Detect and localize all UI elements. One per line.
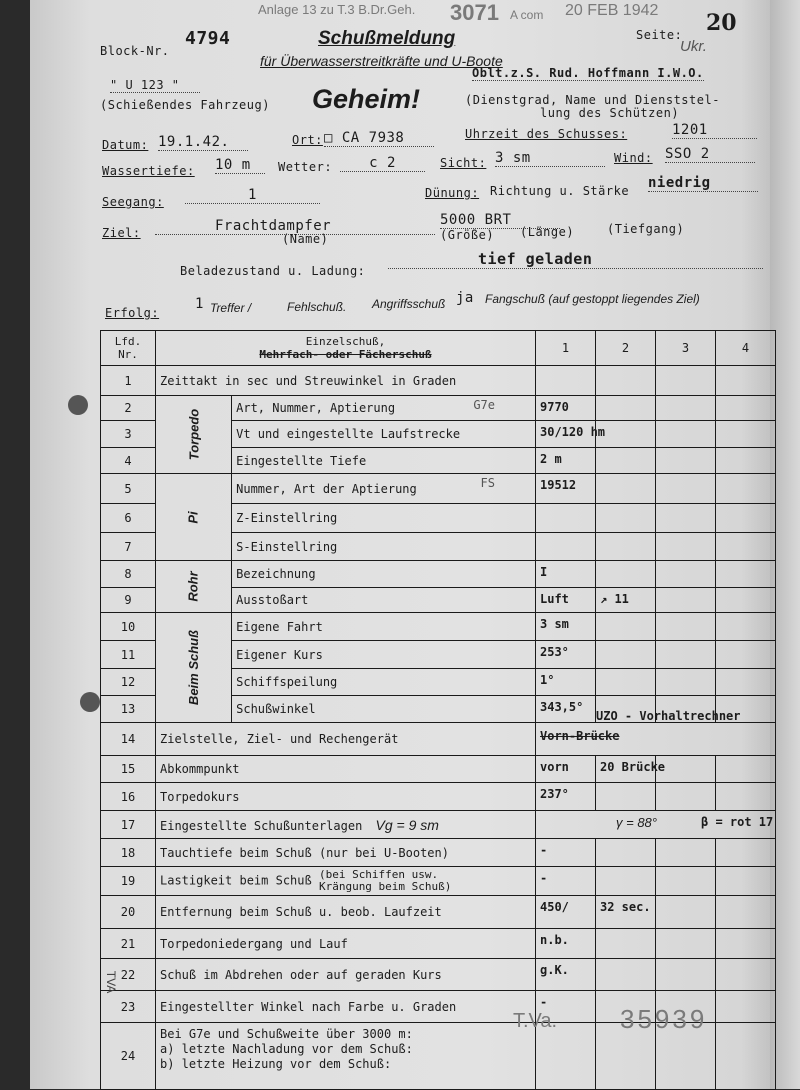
row-number: 21: [101, 929, 156, 959]
cell-col-1: [536, 756, 596, 783]
block-number: 4794: [185, 28, 231, 49]
cell-col-2: [596, 448, 656, 474]
cell-col-3: [656, 421, 716, 448]
cell-col-4: [716, 448, 776, 474]
table-row: [101, 396, 776, 421]
table-row: [101, 929, 776, 959]
row-description: Tauchtiefe beim Schuß (nur bei U-Booten): [160, 845, 449, 860]
angriff-label: Angriffsschuß: [372, 297, 446, 311]
cell-col-2: [596, 783, 656, 811]
cell-col-1: [536, 867, 596, 896]
tiefgang-caption: (Tiefgang): [607, 222, 685, 236]
annex-stamp: Anlage 13 zu T.3 B.Dr.Geh.: [258, 2, 416, 17]
table-row: [101, 366, 776, 396]
cell-col-1: [536, 959, 596, 991]
row-number: 19: [101, 867, 156, 896]
struck-value: Vorn-Brücke: [540, 729, 620, 743]
cell-col-4: [716, 756, 776, 783]
form-subtitle: für Überwasserstreitkräfte und U-Boote: [260, 53, 503, 69]
wind-value: SSO 2: [665, 146, 755, 163]
cell-value: 343,5°: [540, 700, 584, 714]
cell-col-4: [716, 991, 776, 1023]
cell-col-3: [656, 474, 716, 504]
cell-col-4: [716, 896, 776, 929]
cell-value: -: [540, 995, 548, 1009]
cell-value: 237°: [540, 787, 569, 801]
cell-col-1: [536, 396, 596, 421]
cell-value: 253°: [540, 645, 569, 659]
cell-value: ↗ 11: [600, 592, 629, 606]
row-description: Eingestellte Tiefe: [236, 453, 367, 468]
seegang-label: Seegang:: [102, 195, 164, 209]
shooter: Oblt.z.S. Rud. Hoffmann I.W.O.: [472, 66, 704, 80]
ziel-label: Ziel:: [102, 226, 141, 240]
cell-col-3: [656, 839, 716, 867]
row-description: Torpedokurs: [160, 789, 240, 804]
row-description: Lastigkeit beim Schuß: [160, 873, 312, 888]
row-number: 13: [101, 696, 156, 723]
row-number: 17: [101, 811, 156, 839]
groesse-caption: (Größe): [440, 228, 495, 242]
cell-col-1: [536, 561, 596, 588]
table-row: [101, 756, 776, 783]
ziel-name-caption: (Name): [282, 232, 329, 246]
page-label: Seite:: [636, 28, 683, 42]
datum-label: Datum:: [102, 138, 149, 152]
header-desc: [156, 331, 536, 366]
group-label: [156, 474, 232, 561]
row-description: Entfernung beim Schuß u. beob. Laufzeit: [160, 905, 442, 919]
cell-value: n.b.: [540, 933, 569, 947]
treffer-label: Treffer /: [210, 301, 252, 315]
row-annotation: G7e: [473, 398, 495, 412]
row-number: 5: [101, 474, 156, 504]
stamp-acom: A com: [510, 8, 544, 22]
table-row: [101, 896, 776, 929]
row-number: 18: [101, 839, 156, 867]
seegang-value: 1: [185, 187, 320, 204]
group-label: [156, 613, 232, 723]
wassertiefe-label: Wassertiefe:: [102, 164, 195, 178]
stamp-date: 20 FEB 1942: [565, 2, 659, 19]
row-description: Vt und eingestellte Laufstrecke: [236, 427, 461, 441]
cell-col-2: [596, 561, 656, 588]
table-row: [101, 561, 776, 588]
row-description: Ausstoßart: [236, 593, 309, 607]
cell-col-4: [716, 588, 776, 613]
cell-col-4: [716, 1023, 776, 1090]
cell-col-3: [656, 641, 716, 669]
cell-col-1: [536, 474, 596, 504]
punch-hole: [80, 692, 100, 712]
cell-value: Luft: [540, 592, 569, 606]
wassertiefe-value: 10 m: [215, 157, 265, 174]
row-number: 8: [101, 561, 156, 588]
uhrzeit-label: Uhrzeit des Schusses:: [465, 127, 628, 141]
shooter-caption-1: (Dienstgrad, Name und Dienststel-: [465, 93, 720, 107]
cell-col-2: [596, 756, 666, 783]
group-label-text: Torpedo: [186, 408, 202, 461]
cell-col-1: [536, 613, 596, 641]
cell-value: -: [540, 843, 548, 857]
cell-value: 30/120 hm: [540, 425, 606, 439]
cell-col-4: [716, 474, 776, 504]
wetter-value: c 2: [340, 155, 425, 172]
row-description: Schußwinkel: [236, 702, 316, 716]
groesse-value: 5000 BRT: [440, 212, 560, 229]
cell-col-3: [656, 448, 716, 474]
cell-value: 19512: [540, 478, 577, 492]
row-number: 14: [101, 723, 156, 756]
row-number: 16: [101, 783, 156, 811]
erfolg-label: Erfolg:: [105, 306, 160, 320]
row-description: Schuß im Abdrehen oder auf geraden Kurs: [160, 967, 442, 982]
row-number: 11: [101, 641, 156, 669]
cell-col-1: [536, 783, 596, 811]
fangschuss-label: Fangschuß (auf gestoppt liegendes Ziel): [485, 292, 700, 306]
cell-col-1: [536, 421, 606, 448]
header-col-1: 1: [536, 331, 596, 366]
row-number: 9: [101, 588, 156, 613]
cell-value: 450/: [540, 900, 569, 914]
cell-col-2: [596, 588, 656, 613]
cell-col-4: [716, 421, 776, 448]
table-row: [101, 723, 776, 756]
row-description-a: a) letzte Nachladung vor dem Schuß:: [160, 1042, 413, 1056]
wetter-label: Wetter:: [278, 160, 333, 174]
cell-col-2: [596, 421, 656, 448]
row-number: 2: [101, 396, 156, 421]
cell-col-4: [716, 839, 776, 867]
sicht-label: Sicht:: [440, 156, 487, 170]
cell-col-2: [596, 929, 656, 959]
cell-col-2: [596, 474, 656, 504]
stamp-number: 3071: [450, 0, 499, 25]
row-description: S-Einstellring: [236, 539, 338, 554]
header-desc-2: Mehrfach- oder Fächerschuß: [259, 348, 432, 361]
secret-mark: Geheim!: [312, 84, 421, 114]
row-description: Eingestellte Schußunterlagen: [160, 818, 363, 833]
group-label-text: Beim Schuß: [186, 629, 202, 706]
shot-report-table: [100, 330, 776, 1090]
cell-value: 3 sm: [540, 617, 569, 631]
ort-label: Ort:: [292, 133, 323, 147]
row-description: Zeittakt in sec und Streuwinkel in Graden: [160, 373, 457, 388]
group-label-text: Pi: [186, 510, 202, 524]
row-number: 22: [101, 959, 156, 991]
ort-value: □ CA 7938: [324, 130, 434, 147]
cell-col-2: [596, 396, 656, 421]
table-row: [101, 867, 776, 896]
cell-col-3: [656, 533, 716, 561]
ziel-value: Frachtdampfer: [155, 218, 435, 235]
row-description-b: b) letzte Heizung vor dem Schuß:: [160, 1057, 392, 1071]
group-label: [156, 561, 232, 613]
cell-value: 9770: [540, 400, 569, 414]
duenung-value: niedrig: [648, 175, 758, 192]
row-number: 20: [101, 896, 156, 929]
cell-col-4: [716, 613, 776, 641]
row-description: Torpedoniedergang und Lauf: [160, 936, 348, 951]
group-label-text: Rohr: [186, 571, 202, 602]
table-row: [101, 474, 776, 504]
cell-col-4: [716, 533, 776, 561]
row-number: 4: [101, 448, 156, 474]
row-description: Z-Einstellring: [236, 511, 338, 525]
shooter-caption-2: lung des Schützen): [540, 106, 680, 120]
row-description: Bei G7e und Schußweite über 3000 m:: [160, 1027, 413, 1041]
cell-col-3: [656, 613, 716, 641]
cell-col-4: [716, 929, 776, 959]
cell-col-2: [596, 896, 656, 929]
beta-value: β = rot 17: [701, 815, 774, 829]
row-number: 24: [101, 1023, 156, 1090]
cell-col-1: [536, 696, 596, 723]
cell-col-4: [716, 867, 776, 896]
cell-value: 32 sec.: [600, 900, 651, 914]
row-description: Abkommpunkt: [160, 762, 240, 776]
vessel: " U 123 ": [110, 78, 200, 93]
angriff-value: ja: [456, 290, 474, 306]
table-row: [101, 959, 776, 991]
group-label: [156, 396, 232, 474]
cell-col-4: [716, 669, 776, 696]
block-label: Block-Nr.: [100, 44, 170, 58]
duenung-label: Dünung:: [425, 186, 480, 200]
header-desc-1: Einzelschuß,: [305, 335, 386, 348]
row-number: 3: [101, 421, 156, 448]
cell-col-4: [716, 366, 776, 396]
cell-col-3: [656, 896, 716, 929]
header-col-4: 4: [716, 331, 776, 366]
cell-col-3: [656, 561, 716, 588]
row-number: 10: [101, 613, 156, 641]
cell-value: 1°: [540, 673, 555, 687]
cell-col-2: [596, 533, 656, 561]
cell-col-1: [536, 896, 596, 929]
cell-value: vorn: [540, 760, 569, 774]
wind-label: Wind:: [614, 151, 653, 165]
row-description-note: (bei Schiffen usw. Krängung beim Schuß): [318, 868, 452, 893]
cell-col-1: [536, 588, 596, 613]
row-description: Nummer, Art der Aptierung: [236, 481, 417, 496]
row-number: 23: [101, 991, 156, 1023]
margin-mark: TVA: [104, 970, 119, 994]
treffer-value: 1: [195, 296, 204, 312]
table-row: [101, 783, 776, 811]
header-col-3: 3: [656, 331, 716, 366]
table-row: [101, 811, 776, 839]
cell-col-4: [716, 959, 776, 991]
cell-col-3: [656, 588, 716, 613]
header-nr: Lfd. Nr.: [101, 331, 156, 366]
datum-value: 19.1.42.: [158, 134, 248, 151]
row-annotation: FS: [480, 476, 495, 490]
cell-col-2: [596, 504, 656, 533]
cell-col-1: [536, 641, 596, 669]
page-number: 20: [706, 10, 737, 36]
table-row: [101, 839, 776, 867]
header-col-2: 2: [596, 331, 656, 366]
cell-col-2: [596, 641, 656, 669]
initials: Ukr.: [680, 38, 707, 55]
row-description: Zielstelle, Ziel- und Rechengerät: [160, 732, 399, 746]
vg-value: Vg = 9 sm: [375, 816, 439, 833]
archive-stamp: T.Va.: [513, 1010, 558, 1032]
cell-col-1: [536, 533, 596, 561]
table-header-row: [101, 331, 776, 366]
fehlschuss-label: Fehlschuß.: [287, 300, 347, 314]
row-description: Art, Nummer, Aptierung: [236, 401, 396, 415]
cell-col-1: [536, 929, 596, 959]
beladung-value: tief geladen: [388, 250, 763, 269]
cell-col-2: [596, 669, 656, 696]
cell-col-4: [716, 504, 776, 533]
cell-col-3: [656, 396, 716, 421]
cell-col-3: [656, 867, 716, 896]
cell-col-3: [656, 366, 716, 396]
form-title: Schußmeldung: [318, 28, 456, 49]
cell-value: 20 Brücke: [600, 760, 666, 774]
cell-col-1: [536, 669, 596, 696]
cell-col-1: [536, 504, 596, 533]
cell-col-1: [536, 366, 596, 396]
beladung-label: Beladezustand u. Ladung:: [180, 264, 366, 278]
archive-number: 35939: [620, 1004, 708, 1034]
cell-col-3: [656, 504, 716, 533]
row-value: UZO - Vorhaltrechner: [596, 709, 741, 723]
row-number: 1: [101, 366, 156, 396]
row-description: Eigene Fahrt: [236, 619, 323, 634]
cell-col-4: [716, 561, 776, 588]
cell-col-4: [716, 396, 776, 421]
duenung-sub: Richtung u. Stärke: [490, 184, 630, 198]
row-description: Schiffspeilung: [236, 675, 338, 689]
cell-col-2: [596, 959, 656, 991]
cell-value: -: [540, 871, 548, 885]
cell-value: g.K.: [540, 963, 569, 977]
cell-col-2: [596, 867, 656, 896]
row-description: Eingestellter Winkel nach Farbe u. Graden: [160, 999, 457, 1014]
row-number: 7: [101, 533, 156, 561]
cell-col-2: [596, 366, 656, 396]
row-number: 12: [101, 669, 156, 696]
cell-value: 2 m: [540, 452, 562, 466]
punch-hole: [68, 395, 88, 415]
row-number: 6: [101, 504, 156, 533]
cell-col-1: [536, 839, 596, 867]
cell-col-4: [716, 641, 776, 669]
cell-col-4: [716, 783, 776, 811]
cell-col-2: [596, 839, 656, 867]
gamma-value: γ = 88°: [616, 815, 657, 830]
cell-col-2: [596, 613, 656, 641]
row-number: 15: [101, 756, 156, 783]
cell-value: I: [540, 565, 548, 579]
vessel-caption: (Schießendes Fahrzeug): [100, 98, 270, 112]
laenge-caption: (Länge): [520, 225, 575, 239]
table-row: [101, 613, 776, 641]
cell-col-3: [656, 959, 716, 991]
row-description: Eigener Kurs: [236, 647, 323, 662]
row-description: Bezeichnung: [236, 567, 316, 581]
cell-col-1: [536, 448, 596, 474]
cell-col-3: [656, 783, 716, 811]
cell-col-3: [656, 929, 716, 959]
uhrzeit-value: 1201: [672, 122, 757, 139]
cell-col-3: [656, 669, 716, 696]
sicht-value: 3 sm: [495, 150, 605, 167]
